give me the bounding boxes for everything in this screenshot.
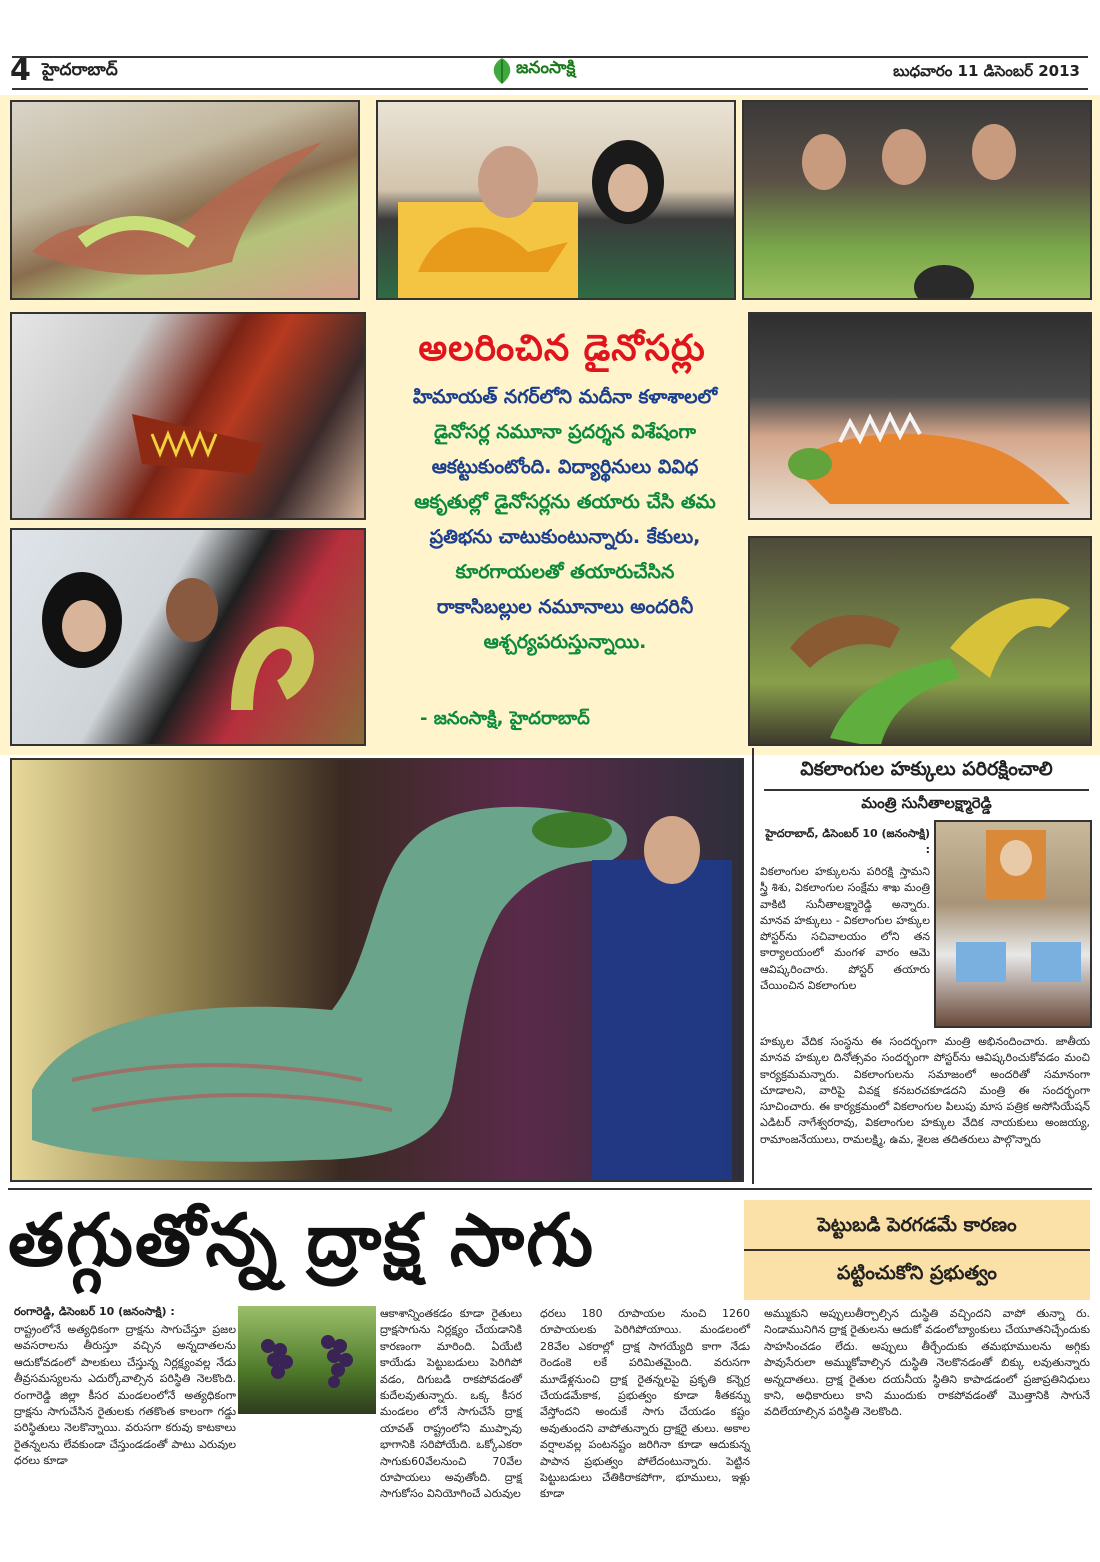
feature-headline: అలరించిన డైనోసర్లు [418, 328, 706, 369]
dinosaur-model-photo [10, 100, 360, 300]
page-number: 4 [10, 53, 31, 88]
section-city: హైదరాబాద్ [42, 60, 118, 80]
lede-line: కూరగాయలతో తయారుచేసిన [455, 561, 675, 583]
bottom-col-4: అమ్ముకుని అప్పులుతీర్చాల్సిన దుస్థితి వచ్చిందని వాపో తున్నా రు. నిండామునిగిన ద్రాక్ష రైతులను ఆదుకో వడంలోబ్యాంకులు చేయూతనిచ్చేందుకు సాహసించడం లేదు. అప్పులు తీర్చేందుకు తమభూములను అగ్గికు పావుసేరులా అమ్ముకోవాల్సిన దుస్థితి నెలకొనడంతో బిక్కు లవుతున్నారు అన్నదాతలు. ద్రాక్ష రైతుల దయనీయ స్థితిని కాపాడడంలో ప్రజాప్రతినిధులు కాని, అధికారులు కాని ముందుకు రాకపోవడంతో మొత్తానికి సాగునే వదిలేయాల్సిన పరిస్థితి నెలకొంది. [764, 1307, 1090, 1419]
subhead-divider [744, 1249, 1090, 1251]
grapes-photo [238, 1306, 376, 1414]
side-article-text-wide: హక్కుల వేదిక సంస్థను ఈ సందర్భంగా మంత్రి అభినందించారు. జాతీయ మానవ హక్కుల దినోత్సవం సందర్భంగా పోస్టర్‌ను ఆవిష్కరించుకోవడం మంచి కార్యక్రమమన్నారు. వికలాంగులను సమాజంలో అందరితో సమానంగా చూడాలని, వారిపై వివక్ష కనబరచకూడదని మంత్రి ఈ సందర్భంగా సూచించారు. ఈ కార్యక్రమంలో వికలాంగుల పిలుపు మాస పత్రిక అసోసియేషన్ ఎడిటర్ నాగేశ్వరరావు, వికలాంగుల హక్కుల వేదిక నాయకులు అంజయ్య, రామాంజనేయులు, రామలక్ష్మి, ఉమ, శైలజ తదితరులు పాల్గొన్నారు [760, 1035, 1090, 1146]
lede-line: రాకాసిబల్లుల నమూనాలు అందరినీ [436, 596, 694, 618]
dragon-head-photo [10, 312, 366, 520]
vegetable-dinosaur-photo [742, 100, 1092, 300]
lede-line: డైనోసర్ల నమూనా ప్రదర్శన విశేషంగా [433, 421, 697, 443]
masthead: జనంసాక్షి [516, 58, 576, 78]
bottom-col-2: ఆకాశాన్నింతకడం కూడా రైతులు ద్రాక్షసాగును నిర్లక్ష్యం చేయడానికి కారణంగా మారింది. ఏయేటి కాయేడు పెట్టుబడులు పెరిగిపో వడం, దిగుబడి రాకపోవడంతో కుదేలవుతున్నారు. ఒక్క కీసర మండలం లోనే సాగుచేసే ద్రాక్ష యావత్ రాష్ట్రంలోని ముప్పావు భాగానికి సరిపోయేది. ఒక్కోఎకరా సాగుకు60వేలనుంచి 70వేల రూపాయలు అవుతోంది. ద్రాక్ష సాగుకోసం వినియోగించే ఎరువుల [380, 1307, 522, 1501]
subhead-1: పెట్టుబడి పెరగడమే కారణం [817, 1214, 1017, 1236]
bottom-col-3: ధరలు 180 రూపాయల నుంచి 1260 రూపాయలకు పెరిగిపోయాయి. మండలంలో 28వేల ఎకరాల్లో ద్రాక్ష సాగయ్యేది కాగా నేడు రెండంకె లకే పరిమితమైంది. వరుసగా మూడేళ్లనుంచి ద్రాక్ష రైతన్నలపై ప్రకృతి కన్నెర్ర చేయడమేకాక, ప్రభుత్వం కూడా శీతకన్ను వేస్తోందని అందుకే సాగు చేయడం కష్టం అవుతుందని వాపోతున్నారు ద్రాక్షరై తులు. అకాల వర్షాలవల్ల పంటనష్టం జరిగినా కూడా ఆదుకున్న పాపాన ప్రభుత్వం పోలేదంటున్నారు. పెట్టిన పెట్టుబడులు చేతికిరాకపోగా, భూములు, ఇళ్లు కూడా [540, 1307, 750, 1501]
lede-line: ఆకట్టుకుంటోంది. విద్యార్థినులు వివిధ [431, 456, 699, 478]
side-article-dateline: హైదరాబాద్, డిసెంబర్ 10 (జనంసాక్షి) : [765, 827, 930, 856]
issue-date: బుధవారం 11 డిసెంబర్ 2013 [893, 62, 1080, 80]
spiky-dinosaur-photo [748, 312, 1092, 520]
lede-line: ఆశ్చర్యపరుస్తున్నాయి. [483, 631, 647, 653]
lede-line: ఆకృతుల్లో డైనోసర్లను తయారు చేసి తమ [414, 491, 716, 513]
side-article-subtitle: మంత్రి సునీతాలక్ష్మారెడ్డి [861, 794, 992, 812]
bottom-dateline: రంగారెడ్డి, డిసెంబర్ 10 (జనంసాక్షి) : [14, 1305, 175, 1318]
side-article-text-narrow: వికలాంగుల హక్కులను పరిరక్షి స్తామని స్త్రీ శిశు, వికలాంగుల సంక్షేమ శాఖ మంత్రి వాకిటి సునీతాలక్ష్మారెడ్డి అన్నారు. మానవ హక్కులు - వికలాంగుల హక్కుల పోస్టర్‌ను సచివాలయం లోని తన కార్యాలయంలో మంగళ వారం ఆమె ఆవిష్కరించారు. పోస్టర్ తయారు చేయించిన వికలాంగుల [760, 865, 930, 993]
lede-line: ప్రతిభను చాటుకుంటున్నారు. కేకులు, [429, 526, 701, 548]
feature-credit: - జనంసాక్షి, హైదరాబాద్ [420, 708, 590, 729]
header-bottom-rule [12, 88, 1088, 90]
subhead-2: పట్టించుకోని ప్రభుత్వం [837, 1262, 997, 1284]
side-column-rule [752, 748, 754, 1184]
large-dinosaur-model-photo [10, 758, 744, 1182]
side-article-title: వికలాంగుల హక్కులు పరిరక్షించాలి [764, 758, 1089, 791]
students-with-drawings-photo [376, 100, 736, 300]
section-divider [8, 1188, 1092, 1190]
students-with-snake-photo [10, 528, 366, 746]
bottom-col-1: రాష్ట్రంలోనే అత్యధికంగా ద్రాక్షను సాగుచేస్తూ ప్రజల అవసరాలను తీరుస్తూ వచ్చిన అన్నదాతలను ఆదుకోవడంలో పాలకులు చేస్తున్న నిర్లక్ష్యంవల్ల నేడు తీవ్రసమస్యలను ఎదుర్కోవాల్సిన పరిస్థితి నెలకొంది. రంగారెడ్డి జిల్లా కీసర మండలంలోనే అత్యధికంగా ద్రాక్షను సాగుచేసిన రైతులకు గతకొంత కాలంగా గడ్డు పరిస్థితులు నెలకొన్నాయి. వరుసగా కరువు కాటకాలు రైతన్నలను లేవకుండా చేస్తుండడంతో పాటు ఎరువుల ధరలు కూడా [14, 1323, 236, 1468]
lede-line: హిమాయత్ నగర్‌లోని మదీనా కళాశాలలో [412, 386, 718, 408]
feature-lede [380, 380, 750, 660]
leaf-logo-icon [488, 56, 516, 86]
dinosaur-display-photo [748, 536, 1092, 746]
minister-poster-release-photo [934, 820, 1092, 1028]
bottom-headline: తగ్గుతోన్న ద్రాక్ష సాగు [8, 1198, 596, 1282]
